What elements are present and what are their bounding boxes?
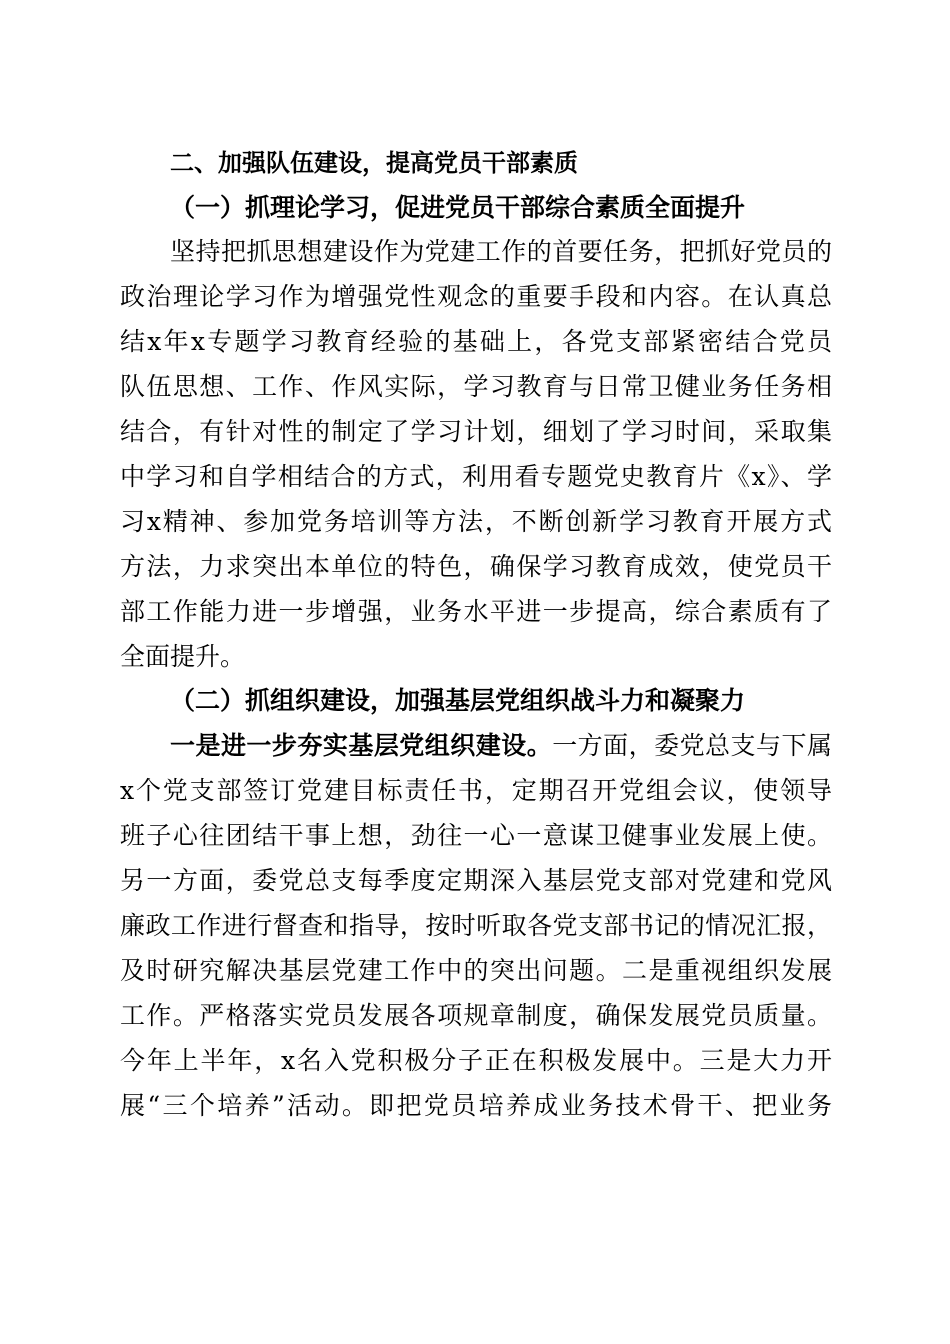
paragraph-line: 政治理论学习作为增强党性观念的重要手段和内容。在认真总 (120, 282, 832, 311)
paragraph-line: 坚持把抓思想建设作为党建工作的首要任务，把抓好党员的 (170, 237, 832, 266)
paragraph-first-line (170, 724, 832, 768)
paragraph-line: 结x年x专题学习教育经验的基础上，各党支部紧密结合党员 (120, 327, 832, 356)
paragraph-line: 习x精神、参加党务培训等方法，不断创新学习教育开展方式 (120, 507, 832, 536)
paragraph-line: 队伍思想、工作、作风实际，学习教育与日常卫健业务任务相 (120, 372, 832, 401)
section-heading: 二、加强队伍建设，提高党员干部素质 (170, 149, 578, 177)
subsection-heading-theory-study: （一）抓理论学习，促进党员干部综合素质全面提升 (170, 193, 746, 222)
paragraph-line: 今年上半年，x名入党积极分子正在积极发展中。三是大力开 (120, 1046, 832, 1075)
paragraph-line: 中学习和自学相结合的方式，利用看专题党史教育片《x》、学 (120, 462, 832, 491)
paragraph-line: 及时研究解决基层党建工作中的突出问题。二是重视组织发展 (120, 956, 832, 985)
paragraph-line: 方法，力求突出本单位的特色，确保学习教育成效，使党员干 (120, 552, 832, 581)
paragraph-lead-phrase: 一是进一步夯实基层党组织建设。 (170, 731, 553, 760)
paragraph-line: 全面提升。 (120, 642, 246, 671)
paragraph-line: 班子心往团结干事上想，劲往一心一意谋卫健事业发展上使。 (120, 821, 832, 850)
paragraph-first-line-rest: 一方面，委党总支与下属 (552, 731, 832, 760)
paragraph-line: 廉政工作进行督查和指导，按时听取各党支部书记的情况汇报， (120, 911, 832, 940)
paragraph-line: 结合，有针对性的制定了学习计划，细划了学习时间，采取集 (120, 417, 832, 446)
paragraph-line: 部工作能力进一步增强，业务水平进一步提高，综合素质有了 (120, 597, 832, 626)
subsection-heading-organization: （二）抓组织建设，加强基层党组织战斗力和凝聚力 (170, 686, 746, 715)
paragraph-line: x个党支部签订党建目标责任书，定期召开党组会议，使领导 (120, 776, 832, 805)
paragraph-line: 另一方面，委党总支每季度定期深入基层党支部对党建和党风 (120, 866, 832, 895)
paragraph-line: 工作。严格落实党员发展各项规章制度，确保发展党员质量。 (120, 1001, 832, 1030)
paragraph-line: 展“三个培养”活动。即把党员培养成业务技术骨干、把业务 (120, 1091, 832, 1120)
